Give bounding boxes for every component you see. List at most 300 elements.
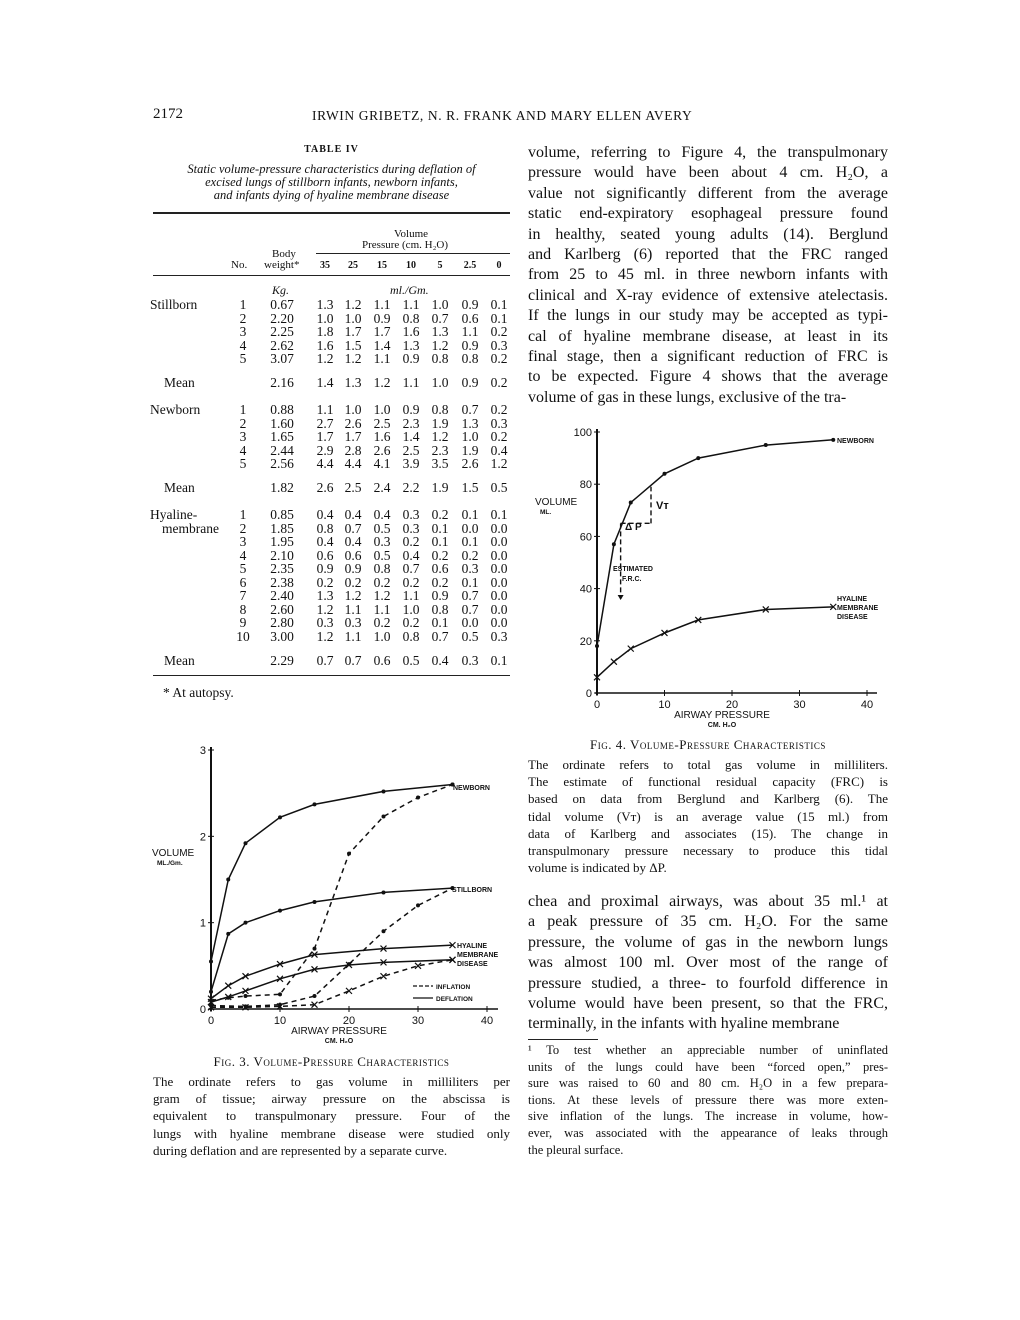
table-row-weight: 3.00 <box>270 628 294 644</box>
table-row-number: 2 <box>239 520 247 536</box>
data-point <box>629 500 633 504</box>
chart-annotation: MEMBRANE <box>457 952 499 959</box>
text-line: transpulmonary pressure necessary to produce this tidal <box>528 843 888 859</box>
data-point <box>764 443 768 447</box>
table-cell-volume: 1.0 <box>316 310 334 326</box>
y-tick-label: 0 <box>199 1004 206 1016</box>
table-cell-volume: 4.4 <box>316 456 334 471</box>
table-cell-volume: 0.8 <box>431 601 449 617</box>
y-tick-label: 3 <box>199 745 206 757</box>
data-point <box>313 994 317 998</box>
figure-3-caption <box>153 1073 510 1159</box>
table-cell-volume: 0.4 <box>316 534 334 549</box>
table-row-weight: 3.07 <box>270 351 294 366</box>
table-mean-volume: 1.4 <box>316 375 334 390</box>
table-cell-volume: 1.2 <box>344 351 362 366</box>
table-row-weight: 2.38 <box>270 574 294 590</box>
table-row-weight: 1.85 <box>270 520 294 536</box>
table-group-label: membrane <box>162 520 219 536</box>
text-line: cal of hyaline membrane disease, at least in its <box>528 327 888 345</box>
text-line: was almost 100 ml. Over most of the range of <box>528 954 888 972</box>
text-line: equivalent to transpulmonary pressure. Four of the <box>153 1108 510 1124</box>
table-top-rule <box>153 212 510 214</box>
table-cell-volume: 0.3 <box>316 615 334 630</box>
table-cell-volume: 0.8 <box>431 351 449 366</box>
table-unit-volume: ml./Gm. <box>390 283 429 297</box>
series-line-hyaline-membrane-disease <box>597 607 833 677</box>
table-row-number: 1 <box>239 402 247 417</box>
table-head-no: No. <box>231 259 248 271</box>
legend-label: INFLATION <box>436 984 471 991</box>
table-mean-weight: 1.82 <box>270 480 294 495</box>
text-line: sure was raised to 60 and 80 cm. H₂O in a few prepara- <box>528 1076 888 1091</box>
data-point <box>209 990 213 994</box>
text-line: clinical and X-ray evidence of extensive atelectasis. <box>528 286 888 304</box>
table-cell-volume: 1.1 <box>402 588 420 603</box>
table-mean-volume: 0.3 <box>461 652 479 668</box>
data-point <box>244 841 248 845</box>
table-row-weight: 1.65 <box>270 429 294 444</box>
table-cell-volume: 0.1 <box>461 574 479 590</box>
table-cell-volume: 2.6 <box>373 442 391 458</box>
table-cell-volume: 2.5 <box>373 415 391 431</box>
table-mean-label: Mean <box>164 480 195 495</box>
table-row-weight: 2.10 <box>270 547 294 563</box>
table-mean-volume: 0.7 <box>344 652 362 668</box>
table-row-weight: 2.80 <box>270 615 294 630</box>
x-tick-label: 30 <box>793 699 806 711</box>
chart-annotation: HYALINE <box>457 943 488 950</box>
table-mean-volume: 0.7 <box>316 652 334 668</box>
table-cell-volume: 1.7 <box>316 429 334 444</box>
table-cell-volume: 0.0 <box>490 615 508 630</box>
figure-4-caption <box>528 756 888 876</box>
table-head-pressure-value: 10 <box>406 260 416 271</box>
table-cell-volume: 1.2 <box>316 628 334 644</box>
table-cell-volume: 1.2 <box>316 351 334 366</box>
text-line: from 25 to 45 ml. in three newborn infants with <box>528 266 888 284</box>
table-head-pressure-value: 2.5 <box>463 260 477 271</box>
table-cell-volume: 1.6 <box>402 324 420 339</box>
text-line: tidal volume (Vᴛ) is an average value (15 ml.) from <box>528 808 888 824</box>
x-tick-label: 20 <box>725 699 739 711</box>
text-line: volume, referring to Figure 4, the transpulmonary <box>528 144 888 161</box>
table-cell-volume: 0.0 <box>490 520 508 536</box>
table-cell-volume: 0.9 <box>402 402 420 417</box>
y-tick-label: 20 <box>579 635 592 648</box>
table-cell-volume: 0.5 <box>373 520 391 536</box>
table-cell-volume: 2.5 <box>402 442 420 458</box>
page-number: 2172 <box>153 106 183 122</box>
table-cell-volume: 0.1 <box>490 297 508 312</box>
table-cell-volume: 0.6 <box>431 561 449 576</box>
table-cell-volume: 0.4 <box>344 507 362 522</box>
data-point <box>663 472 667 476</box>
table-cell-volume: 3.5 <box>431 456 449 471</box>
table-cell-volume: 1.6 <box>316 337 334 353</box>
table-cell-volume: 1.1 <box>344 601 362 617</box>
table-row-number: 3 <box>239 324 247 339</box>
table-row-number: 3 <box>239 429 247 444</box>
table-cell-volume: 0.4 <box>490 442 508 458</box>
table-mean-volume: 1.5 <box>461 480 479 495</box>
text-line: volume would have been present, so that the FRC, <box>528 995 888 1013</box>
table-cell-volume: 0.8 <box>402 310 420 326</box>
table-cell-volume: 0.9 <box>344 561 362 576</box>
table-cell-volume: 1.3 <box>316 297 334 312</box>
chart-annotation: Vᴛ <box>656 500 669 512</box>
text-line: The ordinate refers to total gas volume in milliliters. <box>528 757 888 772</box>
table-cell-volume: 0.2 <box>402 615 420 630</box>
text-line: based on data from Berglund and Karlberg (6). The <box>528 791 888 807</box>
x-tick-label: 0 <box>593 699 601 711</box>
data-point <box>278 992 282 996</box>
data-point <box>382 929 386 933</box>
figure-3-chart <box>150 735 510 1050</box>
table-unit-weight: Kg. <box>272 283 290 297</box>
table-cell-volume: 1.4 <box>402 429 420 444</box>
table-cell-volume: 1.1 <box>373 351 391 366</box>
text-line: gram of tissue; airway pressure on the abscissa is <box>153 1091 510 1107</box>
y-axis-unit: ML. <box>540 509 552 516</box>
table-cell-volume: 1.0 <box>373 628 391 644</box>
text-line: static end-expiratory esophageal pressure found <box>528 205 888 223</box>
text-line: units of the lungs could have been “forced open,” pres- <box>528 1059 888 1074</box>
table-cell-volume: 0.2 <box>490 351 508 366</box>
text-line: ever, was associated with the appearance of leaks through <box>528 1125 888 1140</box>
x-tick-label: 40 <box>860 699 874 711</box>
table-caption-line: Static volume-pressure characteristics during deflation of <box>187 162 476 176</box>
text-line: during deflation and are represented by a separate curve. <box>153 1142 448 1158</box>
table-cell-volume: 1.7 <box>373 324 391 339</box>
table-row-weight: 0.88 <box>270 402 294 417</box>
table-cell-volume: 0.2 <box>490 324 508 339</box>
table-row-weight: 2.44 <box>270 442 294 458</box>
x-axis-title: AIRWAY PRESSURE <box>291 1026 387 1037</box>
table-cell-volume: 0.1 <box>490 310 508 326</box>
figure-3-title: Fig. 3. Volume-Pressure Characteristics <box>213 1054 450 1069</box>
table-row-weight: 0.67 <box>270 297 294 312</box>
table-head-weight: weight* <box>264 259 300 271</box>
table-cell-volume: 1.1 <box>344 628 362 644</box>
table-cell-volume: 1.0 <box>373 402 391 417</box>
data-point <box>244 994 248 998</box>
table-group-label: Hyaline- <box>150 507 198 522</box>
table-cell-volume: 0.0 <box>461 615 479 630</box>
table-mean-volume: 1.2 <box>373 375 391 390</box>
table-mean-volume: 1.3 <box>344 375 362 390</box>
table-head-subrule <box>316 253 510 254</box>
data-point <box>831 438 835 442</box>
table-cell-volume: 0.4 <box>344 534 362 549</box>
table-row-number: 4 <box>239 442 247 458</box>
table-cell-volume: 1.0 <box>431 297 449 312</box>
y-tick-label: 2 <box>199 831 206 844</box>
table-footnote: * At autopsy. <box>163 685 234 700</box>
table-cell-volume: 0.2 <box>431 547 449 563</box>
table-cell-volume: 0.8 <box>316 520 334 536</box>
y-axis-title: VOLUME <box>152 848 195 859</box>
x-tick-label: 0 <box>207 1015 215 1027</box>
text-line: final stage, then a significant reduction of FRC is <box>528 348 888 366</box>
table-row-weight: 0.85 <box>270 507 294 522</box>
data-point <box>244 921 248 925</box>
table-cell-volume: 1.2 <box>490 456 508 471</box>
table-head-rule <box>153 275 510 276</box>
table-caption-line: and infants dying of hyaline membrane disease <box>213 188 450 202</box>
table-cell-volume: 0.0 <box>490 574 508 590</box>
table-cell-volume: 1.9 <box>461 442 479 458</box>
table-cell-volume: 2.9 <box>316 442 334 458</box>
running-header-authors: IRWIN GRIBETZ, N. R. FRANK AND MARY ELLEN AVERY <box>312 108 693 123</box>
table-cell-volume: 0.3 <box>490 628 508 644</box>
data-point <box>696 456 700 460</box>
text-line: volume is indicated by ΔP. <box>528 860 667 876</box>
table-cell-volume: 1.6 <box>373 429 391 444</box>
y-tick-label: 0 <box>585 688 592 700</box>
data-point-x <box>628 646 634 652</box>
data-point <box>226 932 230 936</box>
table-head-pressure-value: 5 <box>437 260 443 271</box>
table-row-number: 7 <box>239 588 247 603</box>
table-mean-volume: 0.2 <box>490 375 508 390</box>
table-cell-volume: 0.7 <box>344 520 362 536</box>
table-cell-volume: 0.2 <box>490 429 508 444</box>
table-row-weight: 2.56 <box>270 456 294 471</box>
table-cell-volume: 0.9 <box>461 297 479 312</box>
table-cell-volume: 2.7 <box>316 415 334 431</box>
text-line: to be expected. Figure 4 shows that the average <box>528 368 888 386</box>
data-point <box>347 852 351 856</box>
table-cell-volume: 0.5 <box>373 547 391 563</box>
table-cell-volume: 0.2 <box>461 547 479 563</box>
table-cell-volume: 0.2 <box>373 615 391 630</box>
table-row-number: 8 <box>239 601 247 617</box>
table-mean-volume: 1.0 <box>431 375 449 390</box>
table-row-number: 9 <box>239 615 247 630</box>
table-cell-volume: 0.1 <box>431 534 449 549</box>
table-label: TABLE IV <box>304 144 359 155</box>
table-cell-volume: 4.1 <box>373 456 391 471</box>
table-cell-volume: 1.8 <box>316 324 334 339</box>
data-point <box>313 947 317 951</box>
table-cell-volume: 2.6 <box>461 456 479 471</box>
table-mean-weight: 2.29 <box>270 652 294 668</box>
table-cell-volume: 1.3 <box>431 324 449 339</box>
text-line: The ordinate refers to gas volume in milliliters per <box>153 1074 510 1089</box>
data-point <box>382 789 386 793</box>
table-cell-volume: 0.7 <box>431 310 449 326</box>
table-cell-volume: 0.9 <box>316 561 334 576</box>
table-row-number: 1 <box>239 297 247 312</box>
text-line: tions. At these levels of pressure there was more exten- <box>528 1092 888 1107</box>
table-row-number: 10 <box>236 628 250 644</box>
table-mean-volume: 0.4 <box>431 652 449 668</box>
series-line-newborn <box>597 440 833 646</box>
table-caption-line: excised lungs of stillborn infants, newborn infants, <box>205 175 458 189</box>
table-cell-volume: 1.0 <box>461 429 479 444</box>
y-tick-label: 1 <box>199 917 206 930</box>
table-mean-weight: 2.16 <box>270 375 294 390</box>
table-cell-volume: 0.7 <box>431 628 449 644</box>
table-row-number: 5 <box>239 351 247 366</box>
x-axis-title: AIRWAY PRESSURE <box>674 710 770 721</box>
table-cell-volume: 0.7 <box>461 601 479 617</box>
table-cell-volume: 1.4 <box>373 337 391 353</box>
table-row-number: 5 <box>239 456 247 471</box>
table-cell-volume: 0.0 <box>490 534 508 549</box>
table-mean-volume: 0.5 <box>490 480 508 495</box>
text-line: the pleural surface. <box>528 1142 624 1157</box>
y-tick-label: 100 <box>573 427 592 439</box>
table-mean-volume: 2.6 <box>316 480 334 495</box>
table-cell-volume: 2.3 <box>402 415 420 431</box>
table-cell-volume: 0.2 <box>373 574 391 590</box>
data-point <box>382 814 386 818</box>
table-row-number: 1 <box>239 507 247 522</box>
table-cell-volume: 0.0 <box>490 561 508 576</box>
table-mean-label: Mean <box>164 652 195 668</box>
table-head-pressure: Pressure (cm. H₂O) <box>362 239 449 251</box>
table-row-number: 5 <box>239 561 247 576</box>
table-cell-volume: 0.1 <box>461 507 479 522</box>
table-cell-volume: 0.3 <box>402 507 420 522</box>
table-row-number: 2 <box>239 310 247 326</box>
table-row-weight: 2.40 <box>270 588 294 603</box>
table-cell-volume: 2.6 <box>344 415 362 431</box>
table-cell-volume: 0.4 <box>316 507 334 522</box>
table-head-pressure-value: 15 <box>377 260 387 271</box>
table-cell-volume: 1.2 <box>431 429 449 444</box>
table-mean-volume: 1.9 <box>431 480 449 495</box>
text-line: lungs with hyaline membrane disease were studied only <box>153 1125 510 1141</box>
table-cell-volume: 0.2 <box>344 574 362 590</box>
chart-annotation: HYALINE <box>837 596 868 603</box>
table-cell-volume: 4.4 <box>344 456 362 471</box>
table-row-weight: 2.60 <box>270 601 294 617</box>
footnote-rule <box>528 1039 598 1040</box>
figure-4-chart <box>530 420 900 735</box>
text-line: in healthy, seated young adults (14). Berglund <box>528 225 888 243</box>
x-axis-unit: CM. H₂O <box>707 722 737 729</box>
table-cell-volume: 0.0 <box>490 601 508 617</box>
table-cell-volume: 1.2 <box>344 297 362 312</box>
data-point-x <box>225 983 231 989</box>
table-cell-volume: 0.2 <box>431 574 449 590</box>
text-line: pressure would have been about 4 cm. H₂O, a <box>528 164 888 182</box>
table-head-pressure-value: 25 <box>348 260 358 271</box>
frc-arrowhead-icon <box>618 595 624 600</box>
text-line: data of Karlberg and associates (15). The change in <box>528 825 888 841</box>
table-mean-volume: 0.5 <box>402 652 420 668</box>
chart-annotation: NEWBORN <box>453 785 490 792</box>
series-line-newborn-deflation <box>211 785 453 962</box>
table-cell-volume: 0.9 <box>461 337 479 353</box>
y-tick-label: 40 <box>579 583 592 596</box>
text-line: ¹ To test whether an appreciable number of uninflated <box>528 1043 888 1057</box>
text-line: pressure studied, a three- to fourfold difference in <box>528 974 888 992</box>
table-cell-volume: 1.3 <box>316 588 334 603</box>
table-cell-volume: 0.7 <box>461 588 479 603</box>
table-cell-volume: 0.2 <box>490 402 508 417</box>
table-cell-volume: 1.0 <box>402 601 420 617</box>
table-cell-volume: 0.8 <box>373 561 391 576</box>
text-line: chea and proximal airways, was about 35 ml.¹ at <box>528 893 888 910</box>
data-point <box>612 542 616 546</box>
data-point <box>416 795 420 799</box>
x-tick-label: 30 <box>411 1015 425 1027</box>
table-cell-volume: 0.8 <box>402 628 420 644</box>
y-tick-label: 60 <box>579 531 592 544</box>
chart-annotation: STILLBORN <box>452 887 493 894</box>
x-tick-label: 10 <box>658 699 671 711</box>
text-line: pressure, the volume of gas in the newborn lungs <box>528 933 888 951</box>
table-cell-volume: 1.7 <box>344 429 362 444</box>
table-row-number: 4 <box>239 337 247 353</box>
table-cell-volume: 0.2 <box>316 574 334 590</box>
table-mean-volume: 0.1 <box>490 652 508 668</box>
table-cell-volume: 1.2 <box>373 588 391 603</box>
table-cell-volume: 1.5 <box>344 337 362 353</box>
table-cell-volume: 0.4 <box>373 507 391 522</box>
text-line: volume of gas in these lungs, exclusive of the tra- <box>528 388 847 406</box>
table-cell-volume: 0.9 <box>373 310 391 326</box>
table-mean-volume: 2.2 <box>402 480 420 495</box>
text-line: terminally, in the infants with hyaline membrane <box>528 1015 840 1033</box>
text-line: and Karlberg (6) reported that the FRC ranged <box>528 246 888 264</box>
data-point <box>313 900 317 904</box>
table-row-weight: 1.95 <box>270 534 294 549</box>
table-row-number: 2 <box>239 415 247 431</box>
text-line: a peak pressure of 35 cm. H₂O. For the same <box>528 913 888 931</box>
table-cell-volume: 0.0 <box>490 547 508 563</box>
x-tick-label: 20 <box>342 1015 356 1027</box>
table-cell-volume: 0.6 <box>344 547 362 563</box>
table-cell-volume: 0.3 <box>461 561 479 576</box>
text-line: If the lungs in our study may be accepted as typi- <box>528 307 888 325</box>
footnote-1 <box>528 1042 888 1158</box>
table-cell-volume: 1.1 <box>402 297 420 312</box>
y-tick-label: 80 <box>579 479 592 492</box>
table-cell-volume: 0.1 <box>490 507 508 522</box>
table-cell-volume: 1.2 <box>316 601 334 617</box>
chart-annotation: DISEASE <box>837 614 868 621</box>
table-cell-volume: 0.1 <box>431 615 449 630</box>
table-cell-volume: 0.3 <box>490 415 508 431</box>
table-cell-volume: 0.3 <box>344 615 362 630</box>
chart-annotation: Δ P <box>625 522 642 533</box>
table-cell-volume: 0.2 <box>402 574 420 590</box>
chart-annotation: DISEASE <box>457 961 488 968</box>
table-cell-volume: 1.1 <box>373 601 391 617</box>
chart-annotation: ESTIMATED <box>613 566 653 573</box>
table-row-weight: 2.35 <box>270 561 294 576</box>
table-mean-volume: 2.5 <box>344 480 362 495</box>
table-cell-volume: 1.0 <box>344 310 362 326</box>
table-cell-volume: 0.0 <box>490 588 508 603</box>
table-cell-volume: 1.3 <box>461 415 479 431</box>
table-head-pressure-value: 0 <box>496 260 502 271</box>
data-point <box>278 815 282 819</box>
table-row-weight: 2.25 <box>270 324 294 339</box>
table-row-number: 6 <box>239 574 247 590</box>
table-caption <box>153 163 510 202</box>
table-cell-volume: 0.7 <box>402 561 420 576</box>
chart-annotation: MEMBRANE <box>837 605 879 612</box>
data-point <box>416 903 420 907</box>
table-cell-volume: 1.1 <box>373 297 391 312</box>
table-cell-volume: 0.6 <box>316 547 334 563</box>
